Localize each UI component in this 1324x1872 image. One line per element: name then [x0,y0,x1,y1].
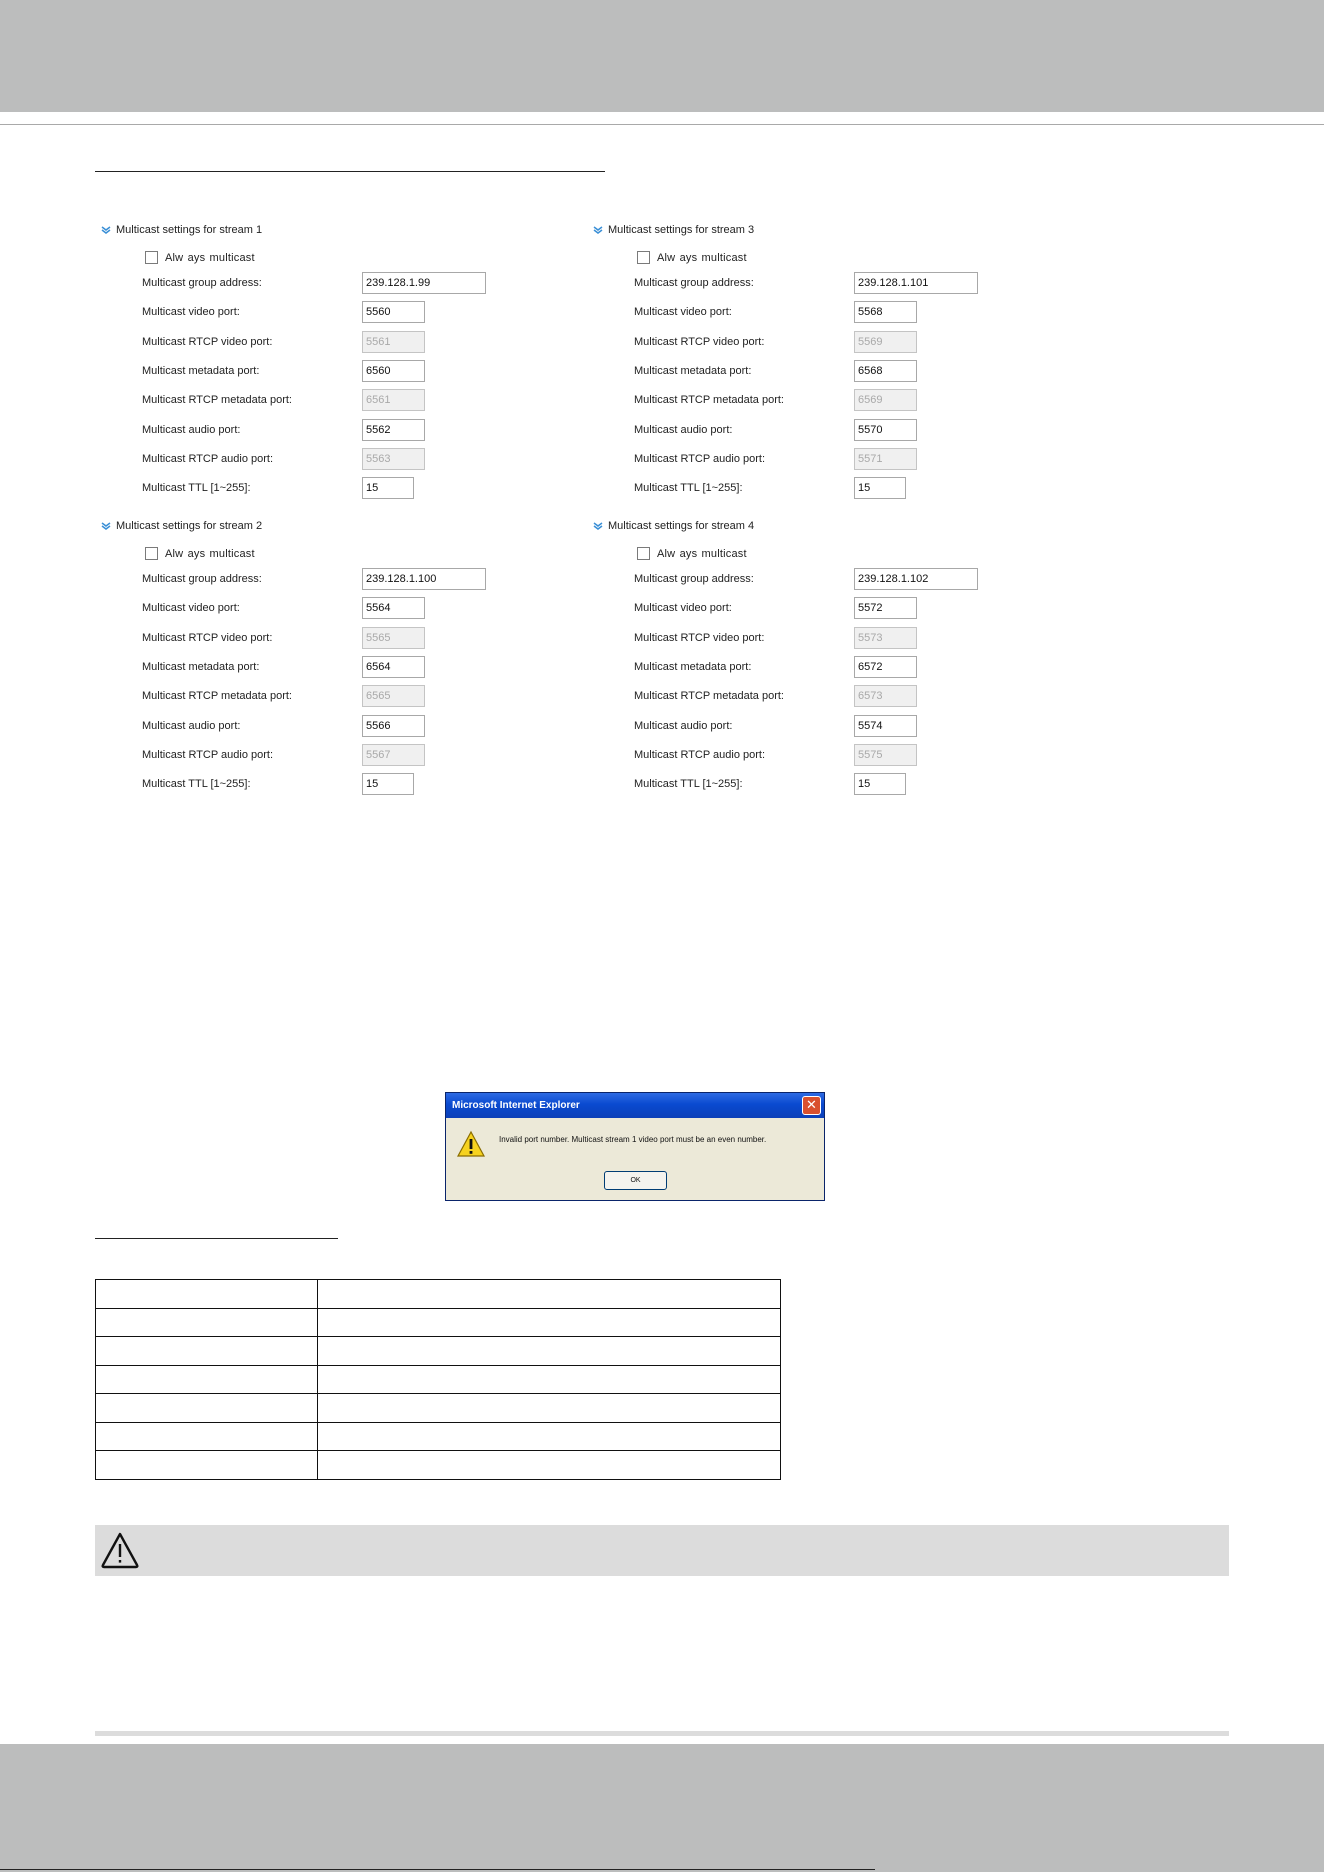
ie-alert-dialog [445,1092,825,1201]
close-icon[interactable]: ✕ [802,1096,821,1115]
table-cell [318,1308,781,1337]
dialog-message: Invalid port number. Multicast stream 1 video port must be an even number. [499,1135,767,1144]
port-input [854,331,917,353]
notice-bar [95,1525,1229,1576]
always-multicast-row [145,547,255,560]
port-input [362,331,425,353]
port-input [854,448,917,470]
ttl-input[interactable] [362,477,414,499]
port-input[interactable] [362,597,425,619]
field-label: Multicast video port: [634,306,732,318]
field-label: Multicast group address: [142,573,262,585]
chevron-down-icon[interactable] [592,225,604,235]
port-input[interactable] [854,597,917,619]
port-input[interactable] [854,715,917,737]
header-rule [0,124,1324,125]
field-label: Multicast RTCP metadata port: [634,394,784,406]
ok-button[interactable]: OK [604,1171,667,1190]
group-address-input[interactable] [362,568,486,590]
panel-header[interactable] [100,222,262,238]
field-label: Multicast RTCP video port: [142,336,273,348]
table-cell [318,1280,781,1309]
table-cell [96,1280,318,1309]
always-multicast-checkbox[interactable] [637,251,650,264]
port-input [362,448,425,470]
always-multicast-label: Alw ays multicast [657,547,747,560]
field-label: Multicast TTL [1~255]: [142,482,251,494]
port-input[interactable] [362,301,425,323]
port-input[interactable] [362,419,425,441]
port-input [854,744,917,766]
field-label: Multicast audio port: [142,720,241,732]
table-cell [96,1337,318,1366]
table-cell [96,1422,318,1451]
multicast-panel-2 [100,518,580,788]
port-input [362,389,425,411]
port-input[interactable] [854,360,917,382]
dialog-title: Microsoft Internet Explorer [446,1093,824,1118]
port-input [362,627,425,649]
field-label: Multicast group address: [634,573,754,585]
panel-title: Multicast settings for stream 1 [116,224,263,236]
field-label: Multicast RTCP video port: [634,632,765,644]
field-label: Multicast audio port: [634,424,733,436]
table-row [96,1337,781,1366]
field-label: Multicast RTCP metadata port: [142,690,292,702]
section-heading-underline [95,171,605,172]
group-address-input[interactable] [854,568,978,590]
group-address-input[interactable] [854,272,978,294]
always-multicast-label: Alw ays multicast [165,251,255,264]
field-label: Multicast metadata port: [142,365,260,377]
table-cell [318,1451,781,1480]
field-label: Multicast video port: [142,306,240,318]
panel-title: Multicast settings for stream 4 [608,520,755,532]
table-cell [318,1394,781,1423]
panel-header[interactable] [592,222,754,238]
ttl-input[interactable] [854,477,906,499]
field-label: Multicast video port: [142,602,240,614]
always-multicast-checkbox[interactable] [145,547,158,560]
field-label: Multicast RTCP audio port: [142,453,274,465]
port-input [854,389,917,411]
port-input[interactable] [854,301,917,323]
always-multicast-label: Alw ays multicast [165,547,255,560]
always-multicast-row [637,251,747,264]
multicast-panel-3 [592,222,1072,492]
field-label: Multicast metadata port: [634,661,752,673]
warning-triangle-icon [99,1530,141,1570]
table-cell [96,1365,318,1394]
table-row [96,1394,781,1423]
multicast-panel-1 [100,222,580,492]
always-multicast-checkbox[interactable] [637,547,650,560]
always-multicast-label: Alw ays multicast [657,251,747,264]
port-input[interactable] [854,419,917,441]
panel-title: Multicast settings for stream 2 [116,520,263,532]
table-row [96,1308,781,1337]
page-header-band [0,0,1324,112]
footer-line [0,1869,875,1870]
ttl-input[interactable] [362,773,414,795]
panel-header[interactable] [592,518,754,534]
field-label: Multicast RTCP video port: [142,632,273,644]
field-label: Multicast metadata port: [634,365,752,377]
chevron-down-icon[interactable] [100,521,112,531]
field-label: Multicast metadata port: [142,661,260,673]
always-multicast-row [145,251,255,264]
table-row [96,1451,781,1480]
field-label: Multicast RTCP metadata port: [142,394,292,406]
field-label: Multicast TTL [1~255]: [634,778,743,790]
field-label: Multicast audio port: [142,424,241,436]
warning-icon [456,1130,486,1158]
field-label: Multicast video port: [634,602,732,614]
field-label: Multicast RTCP audio port: [634,453,766,465]
port-input [362,744,425,766]
field-label: Multicast group address: [634,277,754,289]
field-label: Multicast RTCP audio port: [142,749,274,761]
table-cell [318,1365,781,1394]
chevron-down-icon[interactable] [592,521,604,531]
port-input [854,627,917,649]
table-cell [96,1394,318,1423]
table-row [96,1280,781,1309]
field-label: Multicast RTCP video port: [634,336,765,348]
ttl-input[interactable] [854,773,906,795]
panel-header[interactable] [100,518,262,534]
field-label: Multicast group address: [142,277,262,289]
empty-table [95,1279,781,1480]
port-input [854,685,917,707]
table-cell [318,1337,781,1366]
table-cell [318,1422,781,1451]
port-input[interactable] [854,656,917,678]
table-cell [96,1451,318,1480]
port-input[interactable] [362,360,425,382]
footer-rule [95,1731,1229,1736]
port-input [362,685,425,707]
port-input[interactable] [362,715,425,737]
table-cell [96,1308,318,1337]
panel-title: Multicast settings for stream 3 [608,224,755,236]
subsection-heading-underline [95,1238,338,1239]
always-multicast-row [637,547,747,560]
multicast-panel-4 [592,518,1072,788]
field-label: Multicast TTL [1~255]: [634,482,743,494]
group-address-input[interactable] [362,272,486,294]
table-row [96,1365,781,1394]
field-label: Multicast RTCP audio port: [634,749,766,761]
field-label: Multicast audio port: [634,720,733,732]
field-label: Multicast TTL [1~255]: [142,778,251,790]
page-footer-band [0,1744,1324,1872]
chevron-down-icon[interactable] [100,225,112,235]
table-row [96,1422,781,1451]
port-input[interactable] [362,656,425,678]
field-label: Multicast RTCP metadata port: [634,690,784,702]
always-multicast-checkbox[interactable] [145,251,158,264]
